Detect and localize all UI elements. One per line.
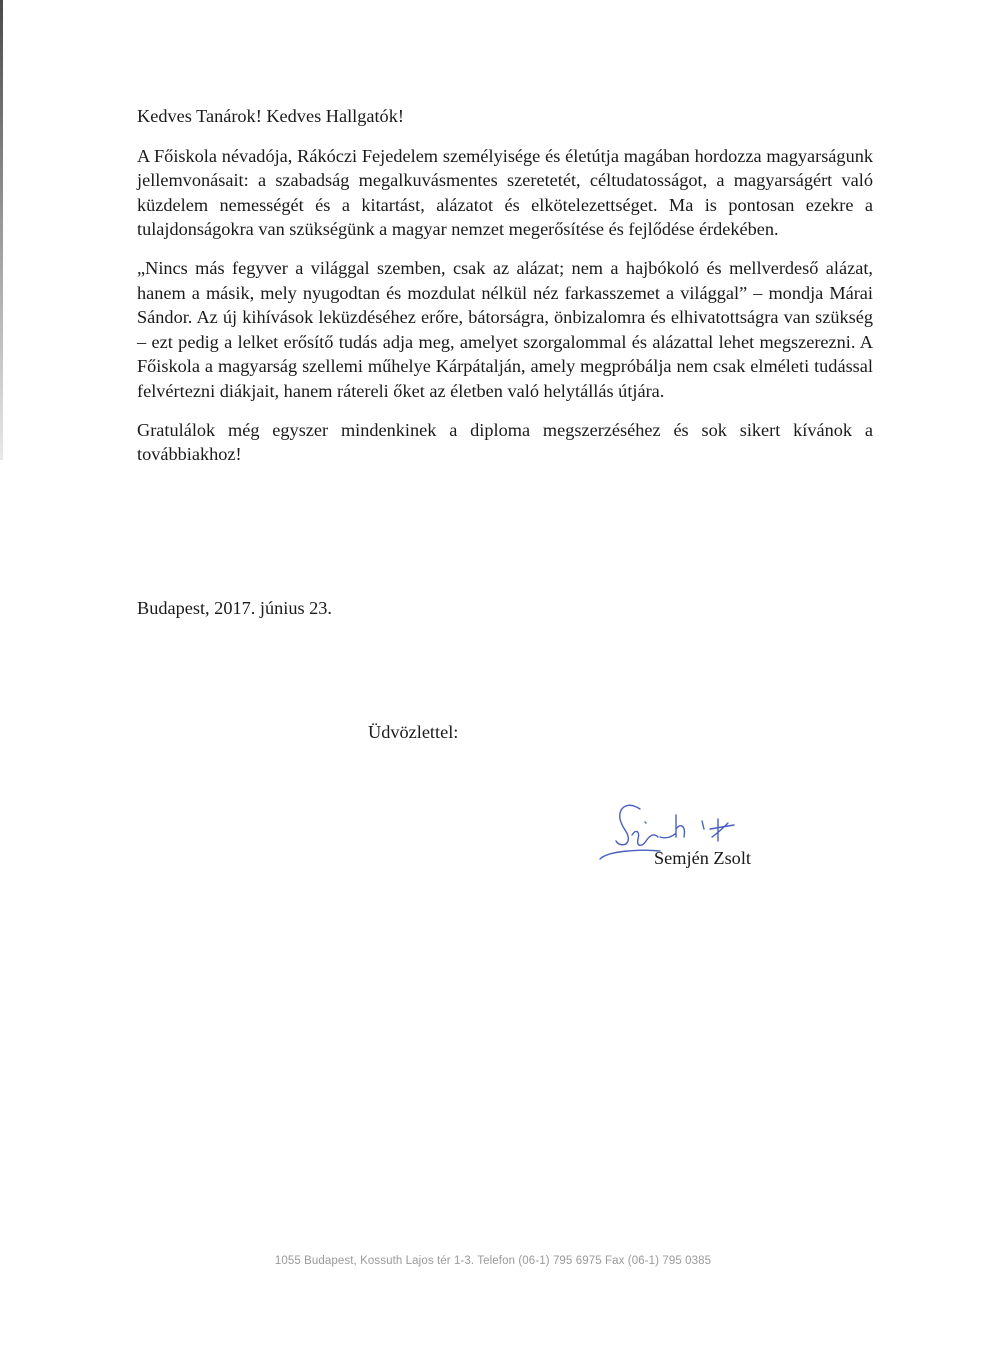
signer-name: Semjén Zsolt (654, 848, 751, 868)
letterhead-footer-address: 1055 Budapest, Kossuth Lajos tér 1-3. Telefon (06-1) 795 6975 Fax (06-1) 795 0385 (274, 1255, 712, 1267)
signature-stroke-t (710, 819, 734, 841)
signature-stroke-j (632, 832, 658, 846)
paragraph-congratulations: Gratulálok még egyszer mindenkinek a diploma megszerzéséhez és sok sikert kívánok a továbbiakhoz! (137, 419, 873, 465)
scan-edge-shadow (0, 0, 3, 460)
signature-stroke-h (660, 815, 684, 838)
letter-body (137, 104, 873, 481)
dateline: Budapest, 2017. június 23. (137, 598, 332, 618)
paragraph-namesake: A Főiskola névadója, Rákóczi Fejedelem személyisége és életútja magában hordozza magyarságunk jellemvonásait: a szabadság megalkuvásmentes szeretetét, céltudatosságot, a magyarságért való küzdelem nemességét és a kitartást, alázatot és elkötelezettséget. Ma is pontosan ezekre a tulajdonságokra van szükségünk a magyar nemzet megerősítése és fejlődése érdekében. (137, 145, 873, 240)
paragraph-marai-quote: „Nincs más fegyver a világgal szemben, csak az alázat; nem a hajbókoló és mellverdeső alázat, hanem a másik, mely nyugodtan és mozdulat nélkül néz farkasszemet a világgal” – mondja Márai Sándor. Az új kihívások leküzdéséhez erőre, bátorságra, önbizalomra és elhivatottságra van szükség – ezt pedig a lelket erősítő tudás adja meg, amelyet szorgalommal és alázattal lehet megszerezni. A Főiskola a magyarság szellemi műhelye Kárpátalján, amely megpróbálja nem csak elméleti tudással felvértezni diákjait, hanem rátereli őket az életben való helytállás útjára. (137, 257, 873, 401)
signature-underline (600, 850, 660, 859)
salutation: Kedves Tanárok! Kedves Hallgatók! (137, 106, 404, 126)
signature-dot (645, 822, 646, 823)
closing-greeting: Üdvözlettel: (368, 722, 459, 742)
signature-stroke-tick (702, 821, 704, 829)
signature-stroke-s (616, 805, 640, 844)
